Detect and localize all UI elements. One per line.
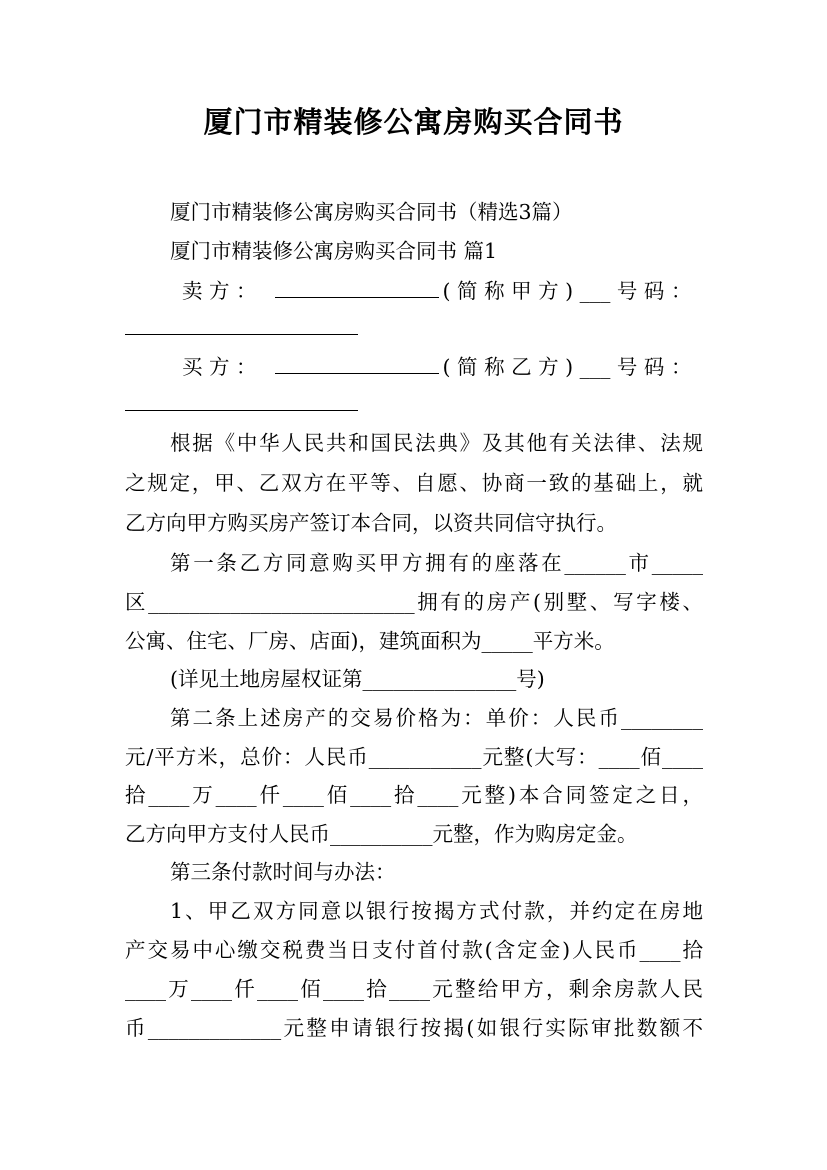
paragraph-line: 第二条上述房产的交易价格为：单价：人民币________ — [170, 706, 703, 730]
buyer-name-blank — [275, 353, 439, 374]
section-heading: 厦门市精装修公寓房购买合同书 篇1 — [170, 239, 498, 263]
paragraph-line: 拾____万____仟____佰____拾____元整)本合同签定之日， — [125, 783, 703, 807]
paragraph-line: 乙方向甲方支付人民币__________元整，作为购房定金。 — [125, 822, 638, 846]
buyer-label: 买 方 ： — [182, 355, 257, 379]
paragraph-line: 第三条付款时间与办法： — [170, 860, 396, 884]
paragraph-line: 产交易中心缴交税费当日支付首付款(含定金)人民币____拾 — [125, 938, 703, 962]
document-subtitle: 厦门市精装修公寓房购买合同书（精选3篇） — [170, 200, 573, 224]
paragraph-line: 币_____________元整申请银行按揭(如银行实际审批数额不 — [125, 1016, 703, 1040]
paragraph-line: 之规定，甲、乙双方在平等、自愿、协商一致的基础上，就 — [125, 471, 703, 495]
paragraph-line: 根据《中华人民共和国民法典》及其他有关法律、法规 — [170, 431, 703, 455]
seller-tail: ( 简 称 甲 方 ) ___ 号 码 ： — [442, 279, 692, 303]
paragraph-line: 1、甲乙双方同意以银行按揭方式付款，并约定在房地 — [170, 899, 703, 923]
paragraph-line: (详见土地房屋权证第_______________号) — [170, 667, 545, 691]
paragraph-line: ____万____仟____佰____拾____元整给甲方，剩余房款人民 — [125, 977, 703, 1001]
paragraph-line: 乙方向甲方购买房产签订本合同，以资共同信守执行。 — [125, 511, 617, 535]
paragraph-line: 区__________________________拥有的房产(别墅、写字楼、 — [125, 590, 703, 614]
buyer-number-blank — [125, 410, 358, 411]
document-title: 厦门市精装修公寓房购买合同书 — [203, 105, 624, 139]
seller-name-blank — [275, 277, 439, 298]
buyer-line — [182, 352, 691, 382]
paragraph-line: 第一条乙方同意购买甲方拥有的座落在______市_____ — [170, 551, 703, 575]
paragraph-line: 公寓、住宅、厂房、店面)，建筑面积为_____平方米。 — [125, 629, 615, 653]
paragraph-line: 元/平方米，总价：人民币___________元整(大写：____佰____ — [125, 745, 703, 769]
seller-number-blank — [125, 334, 358, 335]
seller-line — [182, 276, 691, 306]
buyer-tail: ( 简 称 乙 方 ) ___ 号 码 ： — [442, 355, 692, 379]
seller-label: 卖 方 ： — [182, 279, 257, 303]
